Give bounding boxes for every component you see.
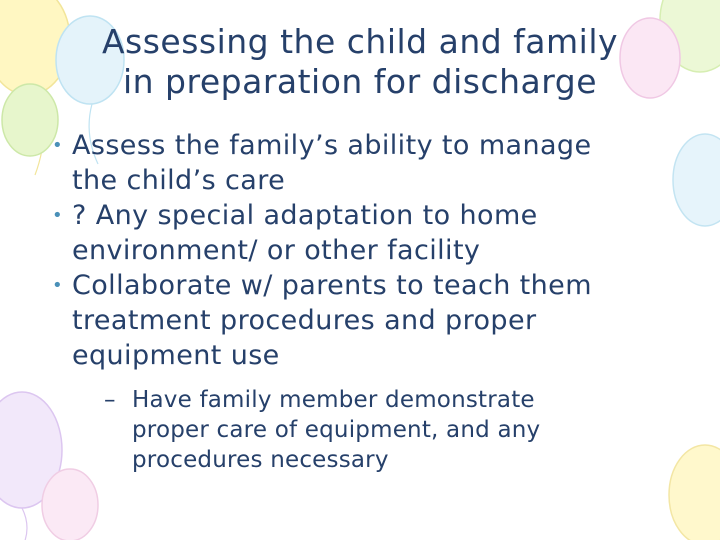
slide-body (52, 128, 692, 475)
balloon-bottom-left-pink (42, 469, 98, 540)
bullet-1-line-1: Assess the family’s ability to manage (72, 130, 592, 161)
bullet-item-1 (52, 128, 692, 198)
bullet-item-2 (52, 198, 692, 268)
bullet-3-line-2: treatment procedures and proper (72, 305, 537, 336)
bullet-marker: • (52, 205, 64, 226)
bullet-3-line-3: equipment use (72, 340, 280, 371)
sub-bullet-marker: – (104, 387, 116, 413)
bullet-1-line-2: the child’s care (72, 165, 286, 196)
sub-bullet-item (104, 385, 692, 475)
title-line-2: in preparation for discharge (122, 62, 598, 101)
bullet-marker: • (52, 135, 64, 156)
bullet-item-3 (52, 268, 692, 373)
sub-bullet-line-3: procedures necessary (132, 447, 389, 473)
title-line-1: Assessing the child and family (101, 22, 619, 61)
sub-bullet-line-2: proper care of equipment, and any (132, 417, 541, 443)
bullet-2-line-2: environment/ or other facility (72, 235, 481, 266)
bullet-2-line-1: ? Any special adaptation to home (72, 200, 538, 231)
slide-title (40, 22, 680, 102)
bullet-marker: • (52, 275, 64, 296)
bullet-3-line-1: Collaborate w/ parents to teach them (72, 270, 592, 301)
sub-bullet-line-1: Have family member demonstrate (132, 387, 535, 413)
